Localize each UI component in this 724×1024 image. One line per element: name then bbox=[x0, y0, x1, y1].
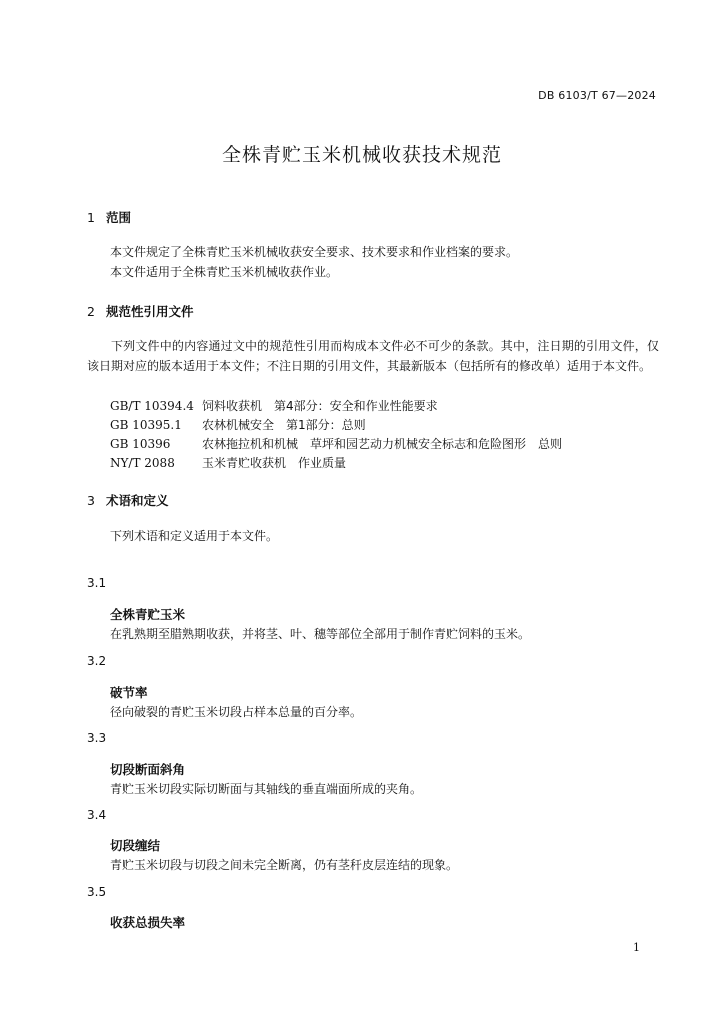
term-name: 切段断面斜角 bbox=[110, 762, 186, 777]
terms-intro: 下列术语和定义适用于本文件。 bbox=[110, 529, 279, 543]
term-name: 破节率 bbox=[110, 685, 148, 700]
clause-number: 3.1 bbox=[87, 576, 107, 590]
term-name: 收获总损失率 bbox=[110, 915, 186, 930]
scope-paragraph-2: 本文件适用于全株青贮玉米机械收获作业。 bbox=[110, 265, 339, 279]
reference-code: GB/T 10394.4 bbox=[110, 399, 194, 413]
section-3-title: 术语和定义 bbox=[106, 493, 169, 508]
section-2-number: 2 bbox=[87, 304, 95, 319]
section-2-heading bbox=[87, 302, 194, 320]
clause-number: 3.3 bbox=[87, 731, 107, 745]
term-name: 切段缠结 bbox=[110, 838, 161, 853]
reference-item bbox=[110, 454, 346, 471]
document-title: 全株青贮玉米机械收获技术规范 bbox=[221, 144, 502, 166]
reference-code: GB 10395.1 bbox=[110, 418, 182, 432]
section-2-title: 规范性引用文件 bbox=[106, 304, 194, 319]
section-1-title: 范围 bbox=[106, 210, 132, 225]
reference-item bbox=[110, 397, 438, 414]
reference-title: 农林拖拉机和机械 草坪和园艺动力机械安全标志和危险图形 总则 bbox=[202, 437, 563, 451]
reference-item bbox=[110, 416, 366, 433]
reference-title: 玉米青贮收获机 作业质量 bbox=[202, 456, 347, 470]
normative-references-intro: 下列文件中的内容通过文中的规范性引用而构成本文件必不可少的条款。其中，注日期的引用文件，仅该日期对应的版本适用于本文件；不注日期的引用文件，其最新版本（包括所有的修改单）适用于本文件。 bbox=[87, 339, 659, 373]
reference-code: NY/T 2088 bbox=[110, 456, 175, 470]
reference-title: 饲料收获机 第4部分：安全和作业性能要求 bbox=[202, 399, 438, 413]
reference-item bbox=[110, 435, 562, 452]
term-definition: 在乳熟期至腊熟期收获，并将茎、叶、穗等部位全部用于制作青贮饲料的玉米。 bbox=[110, 627, 531, 641]
clause-number: 3.5 bbox=[87, 885, 107, 899]
section-3-number: 3 bbox=[87, 493, 95, 508]
reference-title: 农林机械安全 第1部分：总则 bbox=[202, 418, 366, 432]
scope-paragraph-1: 本文件规定了全株青贮玉米机械收获安全要求、技术要求和作业档案的要求。 bbox=[110, 245, 519, 259]
section-1-heading bbox=[87, 208, 131, 226]
page-number: 1 bbox=[633, 941, 640, 954]
term-definition: 径向破裂的青贮玉米切段占样本总量的百分率。 bbox=[110, 705, 363, 719]
term-name: 全株青贮玉米 bbox=[110, 607, 186, 622]
term-definition: 青贮玉米切段实际切断面与其轴线的垂直端面所成的夹角。 bbox=[110, 782, 423, 796]
reference-code: GB 10396 bbox=[110, 437, 171, 451]
section-1-number: 1 bbox=[87, 210, 95, 225]
document-code: DB 6103/T 67—2024 bbox=[538, 89, 656, 102]
clause-number: 3.2 bbox=[87, 654, 107, 668]
clause-number: 3.4 bbox=[87, 808, 107, 822]
section-3-heading bbox=[87, 491, 169, 509]
term-definition: 青贮玉米切段与切段之间未完全断离，仍有茎秆皮层连结的现象。 bbox=[110, 858, 459, 872]
